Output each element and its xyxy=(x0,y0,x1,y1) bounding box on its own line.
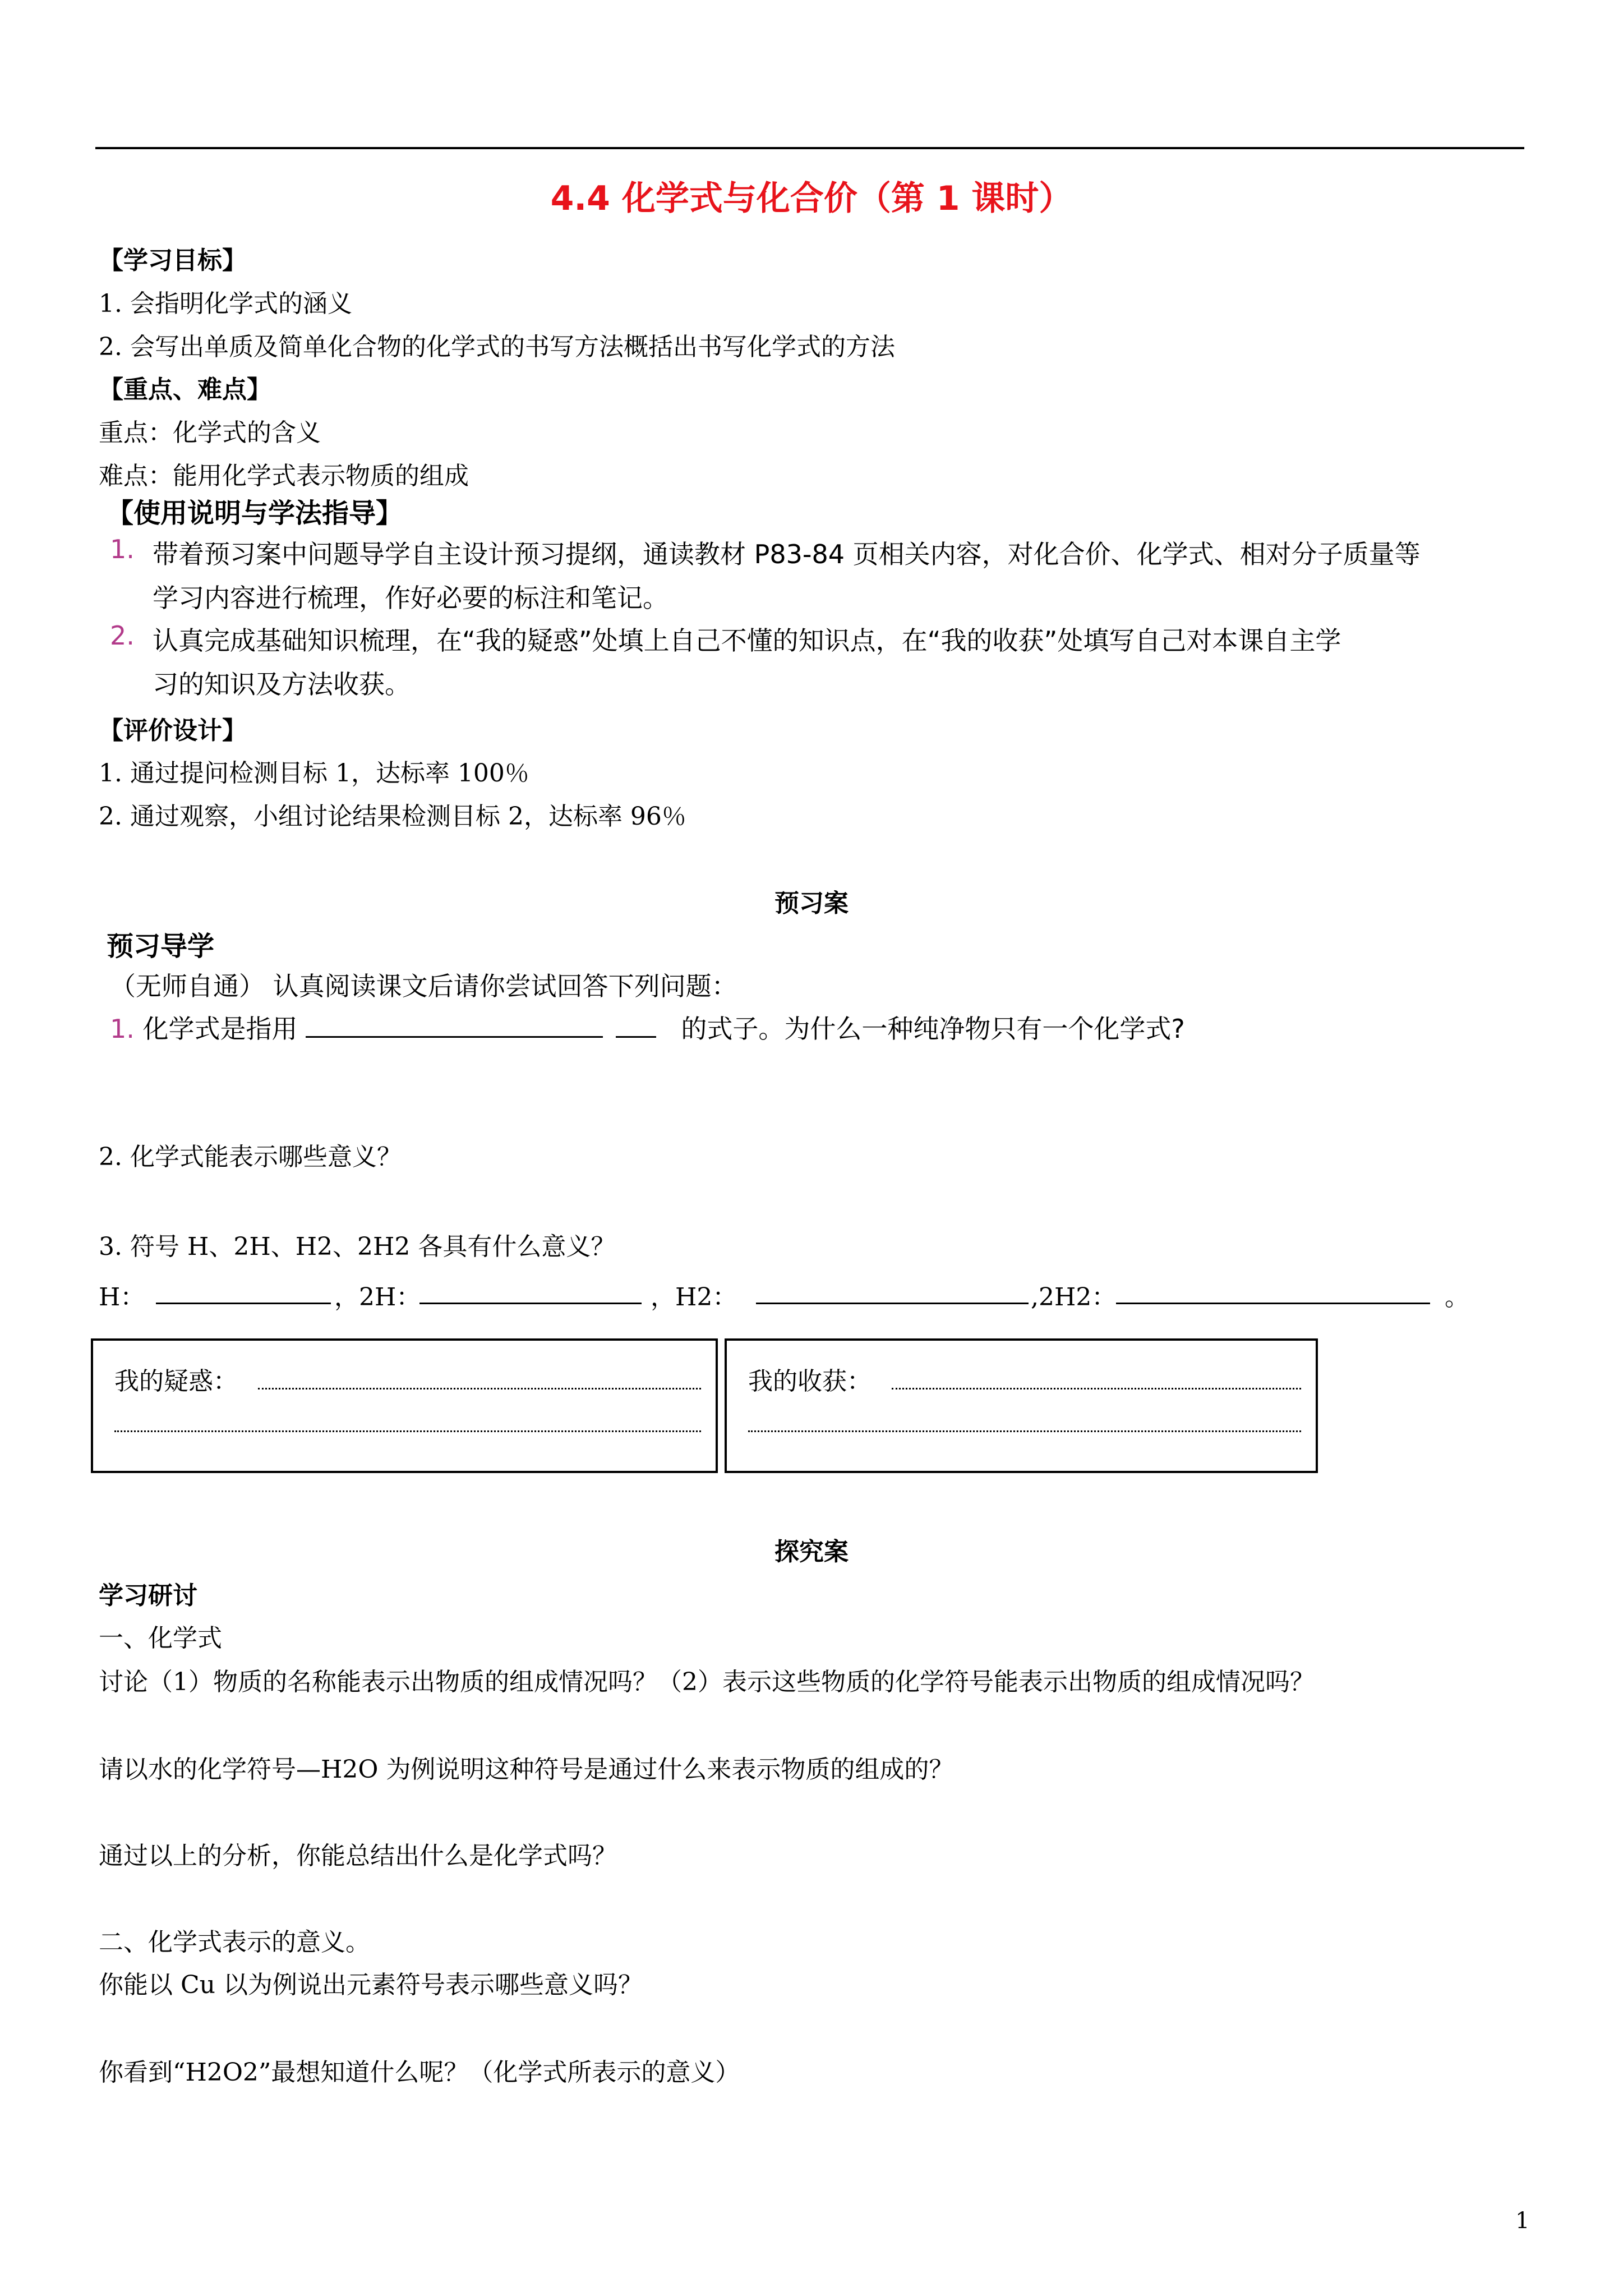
goals-heading: 【学习目标】 xyxy=(99,246,247,275)
explore-subheading: 学习研讨 xyxy=(99,1581,197,1610)
gain-box xyxy=(725,1338,1318,1473)
goal-item-1: 1. 会指明化学式的涵义 xyxy=(99,289,352,318)
explore-cu-question: 你能以 Cu 以为例说出元素符号表示哪些意义吗？ xyxy=(99,1971,643,1999)
doubt-line-2[interactable] xyxy=(114,1430,701,1432)
explore-h2o2-question: 你看到“H2O2”最想知道什么呢？（化学式所表示的意义） xyxy=(99,2058,740,2087)
usage-heading: 【使用说明与学法指导】 xyxy=(107,498,403,529)
explore-summary-question: 通过以上的分析，你能总结出什么是化学式吗？ xyxy=(99,1842,617,1870)
doubt-line-1[interactable] xyxy=(258,1388,701,1389)
preview-instruction: （无师自通） 认真阅读课文后请你尝试回答下列问题： xyxy=(110,971,737,1001)
usage-item-1-line-2: 学习内容进行梳理，作好必要的标注和笔记。 xyxy=(153,583,668,613)
usage-item-1-line-1: 带着预习案中问题导学自主设计预习提纲，通读教材 P83-84 页相关内容，对化合价、化学式、相对分子质量等 xyxy=(153,539,1421,569)
keypoints-heading: 【重点、难点】 xyxy=(99,375,271,404)
evaluation-item-1: 1. 通过提问检测目标 1，达标率 100％ xyxy=(99,759,529,788)
preview-subheading: 预习导学 xyxy=(107,931,215,962)
q3-2h2-blank[interactable] xyxy=(1116,1303,1430,1304)
explore-section-1: 一、化学式 xyxy=(99,1624,222,1653)
q3-2h2-label: ,2H2： xyxy=(1031,1283,1117,1312)
preview-question-2: 2. 化学式能表示哪些意义？ xyxy=(99,1143,402,1171)
gain-line-2[interactable] xyxy=(748,1430,1301,1432)
preview-question-1 xyxy=(110,1009,1185,1046)
explore-heading: 探究案 xyxy=(774,1538,849,1566)
gain-label: 我的收获： xyxy=(748,1367,872,1396)
page-title: 4.4 化学式与化合价（第 1 课时） xyxy=(550,179,1073,218)
q3-h2-blank[interactable] xyxy=(756,1303,1029,1304)
explore-section-2: 二、化学式表示的意义。 xyxy=(99,1928,370,1957)
q3-2h-blank[interactable] xyxy=(419,1303,642,1304)
q3-2h-label: ，2H： xyxy=(334,1283,421,1312)
usage-item-2-number: 2. xyxy=(110,620,135,651)
question-1-text-before: 化学式是指用 xyxy=(142,1014,298,1044)
evaluation-item-2: 2. 通过观察，小组讨论结果检测目标 2，达标率 96％ xyxy=(99,802,686,831)
doubt-label: 我的疑惑： xyxy=(114,1367,238,1396)
preview-question-3: 3. 符号 H、2H、H2、2H2 各具有什么意义？ xyxy=(99,1232,616,1261)
question-1-text-after: 的式子。为什么一种纯净物只有一个化学式? xyxy=(681,1014,1185,1044)
q3-end-mark: 。 xyxy=(1445,1283,1469,1312)
keypoint-nandian: 难点：能用化学式表示物质的组成 xyxy=(99,462,469,490)
question-1-answer-blank-tail[interactable] xyxy=(616,1014,656,1038)
doubt-box xyxy=(91,1338,718,1473)
usage-item-2-line-2: 习的知识及方法收获。 xyxy=(153,669,411,700)
evaluation-heading: 【评价设计】 xyxy=(99,716,247,745)
q3-h-label: H： xyxy=(99,1283,145,1312)
explore-discuss: 讨论（1）物质的名称能表示出物质的组成情况吗？（2）表示这些物质的化学符号能表示出物质的组成情况吗？ xyxy=(99,1668,1315,1696)
question-1-number: 1. xyxy=(110,1014,135,1044)
header-rule xyxy=(95,147,1524,149)
question-1-answer-blank[interactable] xyxy=(306,1014,603,1038)
goal-item-2: 2. 会写出单质及简单化合物的化学式的书写方法概括出书写化学式的方法 xyxy=(99,333,895,361)
q3-h2-label: ，H2： xyxy=(651,1283,737,1312)
keypoint-zhongdian: 重点：化学式的含义 xyxy=(99,418,321,447)
explore-water-question: 请以水的化学符号—H2O 为例说明这种符号是通过什么来表示物质的组成的？ xyxy=(99,1755,954,1784)
preview-heading: 预习案 xyxy=(774,889,849,918)
page-number: 1 xyxy=(1515,2208,1530,2234)
q3-h-blank[interactable] xyxy=(156,1303,331,1304)
usage-item-2-line-1: 认真完成基础知识梳理，在“我的疑惑”处填上自己不懂的知识点，在“我的收获”处填写自己对本课自主学 xyxy=(153,625,1341,656)
usage-item-1-number: 1. xyxy=(110,534,135,564)
gain-line-1[interactable] xyxy=(892,1388,1301,1389)
